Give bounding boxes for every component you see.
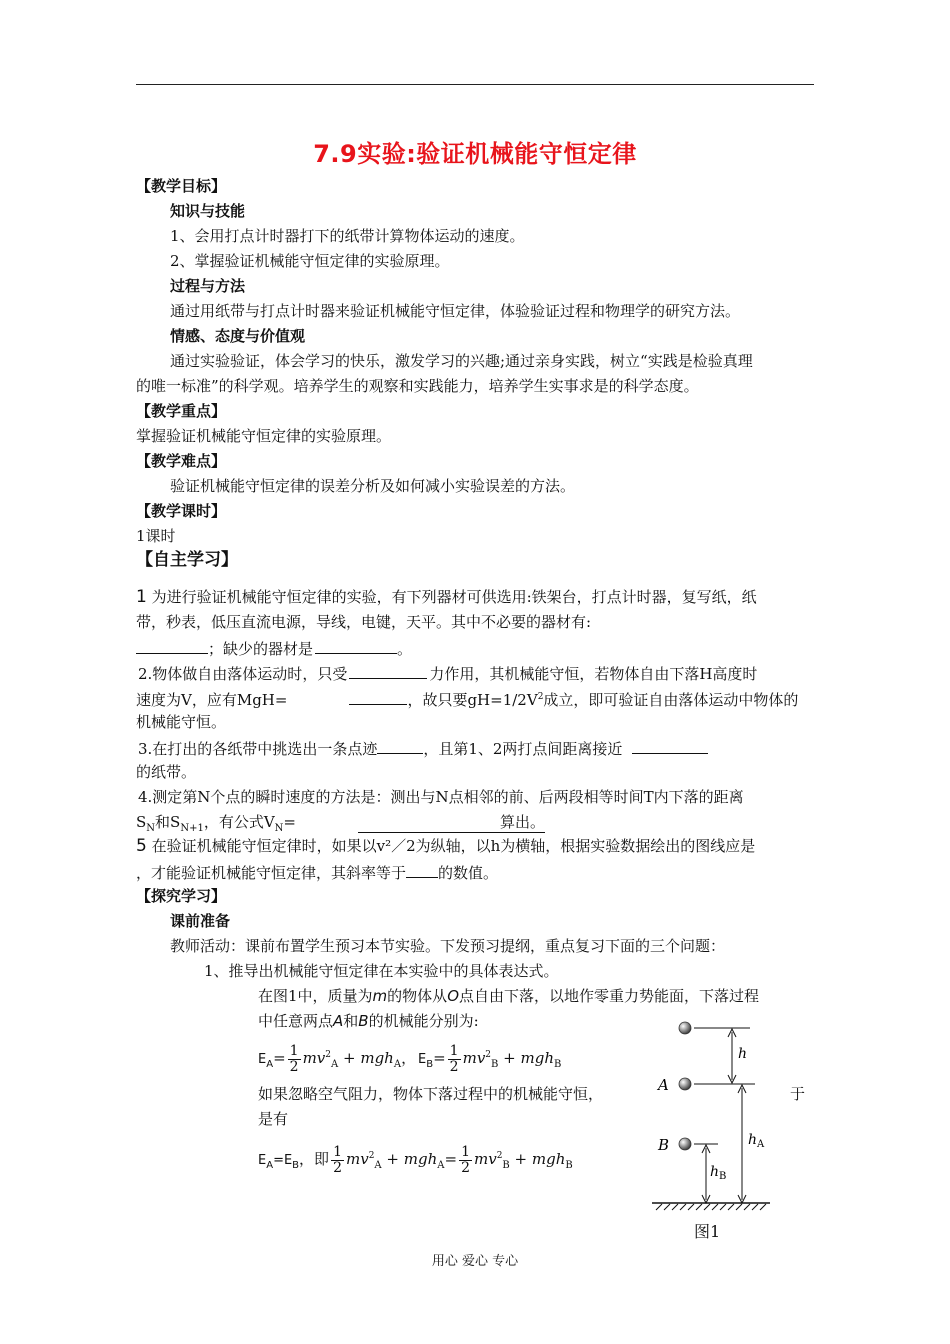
prep-heading: 课前准备 bbox=[170, 912, 231, 930]
emotion-text-1: 通过实验验证，体会学习的快乐，激发学习的兴趣;通过亲身实践，树立“实践是检验真理 bbox=[170, 352, 753, 370]
ea-mv: mv bbox=[302, 1049, 326, 1067]
eab-sq-b: 2 bbox=[496, 1151, 503, 1161]
ground-hatching bbox=[656, 1204, 766, 1210]
process-heading: 过程与方法 bbox=[170, 277, 246, 295]
eab-sq-a: 2 bbox=[368, 1151, 375, 1161]
hours-text: 1课时 bbox=[136, 527, 176, 545]
eab-mv-b: mv bbox=[473, 1150, 497, 1168]
eab-eq: =E bbox=[273, 1153, 293, 1168]
question-2-line-2 bbox=[136, 687, 798, 710]
difficulty-text: 验证机械能守恒定律的误差分析及如何减小实验误差的方法。 bbox=[170, 477, 576, 495]
figure-1-diagram bbox=[640, 1010, 780, 1250]
teacher-activity: 教师活动：课前布置学生预习本节实验。下发预习提纲，重点复习下面的三个问题： bbox=[170, 937, 726, 955]
eb-label: E bbox=[418, 1052, 427, 1067]
q2-text-b1: 速度为V，应有MgH= bbox=[136, 691, 288, 709]
question-4-line-1: 4.测定第N个点的瞬时速度的方法是：测出与N点相邻的前、后两段相等时间T内下落的距离 bbox=[138, 788, 744, 806]
q3-blank-2[interactable] bbox=[632, 737, 708, 754]
label-ha-h: h bbox=[748, 1132, 758, 1148]
ea-half-den: 2 bbox=[289, 1058, 299, 1075]
ea-h-sub: A bbox=[393, 1059, 402, 1070]
q5-blank[interactable] bbox=[406, 861, 438, 878]
ball-b bbox=[679, 1138, 691, 1150]
emotion-heading: 情感、态度与价值观 bbox=[170, 327, 306, 345]
eab-e: E bbox=[258, 1153, 267, 1168]
eb-h-sub: B bbox=[553, 1059, 562, 1070]
question-1-line-2: 带，秒表，低压直流电源，导线，电键，天平。其中不必要的器材有: bbox=[136, 613, 592, 631]
process-text: 通过用纸带与打点计时器来验证机械能守恒定律，体验验证过程和物理学的研究方法。 bbox=[170, 302, 741, 320]
explain-line-2 bbox=[258, 1011, 479, 1031]
hours-heading: 【教学课时】 bbox=[136, 502, 227, 520]
question-2-line-1 bbox=[138, 662, 757, 684]
eab-v-sub-b: B bbox=[502, 1160, 510, 1171]
q5-number: 5 bbox=[136, 836, 147, 856]
eb-eq: = bbox=[433, 1049, 446, 1067]
q1-blank-1[interactable] bbox=[136, 637, 208, 654]
ea-label: E bbox=[258, 1052, 267, 1067]
point-a-symbol: A bbox=[333, 1012, 344, 1030]
eab-half-1-den: 2 bbox=[333, 1159, 342, 1176]
eab-ji: ，即 bbox=[299, 1150, 330, 1168]
mass-symbol: m bbox=[372, 987, 388, 1005]
question-3-line-1 bbox=[138, 737, 708, 759]
eb-half-den: 2 bbox=[449, 1058, 459, 1075]
knowledge-item-1: 1、会用打点计时器打下的纸带计算物体运动的速度。 bbox=[170, 227, 525, 245]
question-3-line-2: 的纸带。 bbox=[136, 763, 197, 781]
q1-text-mid: ；缺少的器材是 bbox=[208, 640, 314, 658]
eab-h-sub-a: A bbox=[437, 1160, 445, 1171]
origin-symbol: O bbox=[447, 987, 459, 1005]
eab-half-2-den: 2 bbox=[461, 1159, 470, 1176]
ea-comma: ， bbox=[401, 1049, 417, 1067]
q4-and: 和S bbox=[155, 813, 181, 831]
energy-conservation-formula bbox=[258, 1141, 573, 1181]
label-hb-h: h bbox=[710, 1164, 720, 1180]
q4-end: 算出。 bbox=[499, 813, 545, 831]
q2-text-b3: 成立，即可验证自由落体运动中物体的 bbox=[543, 691, 799, 709]
label-b: B bbox=[658, 1136, 670, 1154]
label-h: h bbox=[738, 1046, 748, 1062]
goals-heading: 【教学目标】 bbox=[136, 177, 227, 195]
explain-line-3-tail: 于 bbox=[790, 1085, 806, 1103]
eab-mgh-b: + mgh bbox=[509, 1150, 566, 1168]
question-2-line-3: 机械能守恒。 bbox=[136, 713, 227, 731]
q2-blank-2[interactable] bbox=[349, 688, 407, 705]
q1-blank-2[interactable] bbox=[315, 637, 397, 654]
label-hb-sub: B bbox=[719, 1171, 727, 1182]
explore-item-1: 1、推导出机械能守恒定律在本实验中的具体表达式。 bbox=[204, 962, 559, 980]
eab-mgh-a: + mgh bbox=[381, 1150, 438, 1168]
eab-v-sub-a: A bbox=[374, 1160, 382, 1171]
eab-h-sub-b: B bbox=[565, 1160, 573, 1171]
q3-text-a1: 3.在打出的各纸带中挑选出一条点迹 bbox=[138, 740, 378, 758]
key-point-text: 掌握验证机械能守恒定律的实验原理。 bbox=[136, 427, 392, 445]
eab-equals: = bbox=[444, 1150, 458, 1168]
point-b-symbol: B bbox=[358, 1012, 369, 1030]
q4-mid: ，有公式V bbox=[203, 813, 275, 831]
label-a: A bbox=[658, 1076, 669, 1094]
ball-o bbox=[679, 1022, 691, 1034]
q1-text-end: 。 bbox=[397, 640, 413, 658]
knowledge-item-2: 2、掌握验证机械能守恒定律的实验原理。 bbox=[170, 252, 450, 270]
ea-half-num: 1 bbox=[289, 1042, 299, 1059]
explain-text-1c: 点自由下落，以地作零重力势能面，下落过程 bbox=[459, 987, 760, 1005]
explore-heading: 【探究学习】 bbox=[136, 887, 227, 905]
q4-blank[interactable] bbox=[358, 812, 545, 833]
explain-text-1a: 在图1中，质量为 bbox=[258, 987, 373, 1005]
q4-sub-n1: N+1 bbox=[180, 823, 204, 834]
ball-a bbox=[679, 1078, 691, 1090]
explain-text-2b: 和 bbox=[343, 1012, 359, 1030]
explain-line-1 bbox=[258, 986, 759, 1006]
q2-blank-1[interactable] bbox=[349, 662, 427, 679]
eab-sub-b: B bbox=[292, 1160, 300, 1171]
label-hb bbox=[710, 1164, 726, 1182]
q2-text-a2: 力作用，其机械能守恒，若物体自由下落H高度时 bbox=[429, 665, 758, 683]
ea-half bbox=[288, 1044, 301, 1075]
q4-eq: = bbox=[283, 813, 296, 831]
eab-sub-a: A bbox=[266, 1160, 274, 1171]
eb-half-num: 1 bbox=[449, 1042, 459, 1059]
question-5-line-1 bbox=[136, 836, 755, 856]
eab-half-2-num: 1 bbox=[461, 1143, 470, 1160]
eb-half bbox=[448, 1044, 461, 1075]
ea-sq: 2 bbox=[325, 1050, 331, 1060]
label-ha-sub: A bbox=[757, 1139, 765, 1150]
difficulty-heading: 【教学难点】 bbox=[136, 452, 227, 470]
explain-text-2a: 中任意两点 bbox=[258, 1012, 334, 1030]
explain-text-2c: 的机械能分别为: bbox=[368, 1012, 479, 1030]
figure-caption: 图1 bbox=[694, 1222, 721, 1241]
q1-number: 1 bbox=[136, 587, 147, 607]
ea-eq: = bbox=[273, 1049, 286, 1067]
header-rule bbox=[136, 84, 814, 85]
page-title: 7.9实验:验证机械能守恒定律 bbox=[313, 140, 637, 168]
key-point-heading: 【教学重点】 bbox=[136, 402, 227, 420]
knowledge-heading: 知识与技能 bbox=[170, 202, 246, 220]
eb-sq: 2 bbox=[485, 1050, 492, 1060]
question-1-line-1 bbox=[136, 587, 757, 607]
energy-formula-a bbox=[258, 1040, 416, 1080]
q2-text-a1: 2.物体做自由落体运动时，只受 bbox=[138, 665, 348, 683]
label-ha bbox=[748, 1132, 765, 1150]
q3-blank-1[interactable] bbox=[377, 737, 423, 754]
eab-mv-a: mv bbox=[345, 1150, 369, 1168]
eb-sub: B bbox=[426, 1059, 434, 1070]
q1-text-a: 为进行验证机械能守恒定律的实验，有下列器材可供选用:铁架台，打点计时器，复写纸，纸 bbox=[146, 588, 757, 606]
eb-v-sub: B bbox=[491, 1059, 499, 1070]
explain-text-1b: 的物体从 bbox=[387, 987, 448, 1005]
q5-text-b2: 的数值。 bbox=[438, 864, 499, 882]
q2-superscript: 2 bbox=[537, 692, 544, 702]
eb-mgh: + mgh bbox=[498, 1049, 554, 1067]
explain-line-3: 如果忽略空气阻力，物体下落过程中的机械能守恒， bbox=[258, 1085, 604, 1103]
energy-formula-b bbox=[418, 1040, 561, 1080]
q5-text-a: 在验证机械能守恒定律时，如果以v²／2为纵轴，以h为横轴，根据实验数据绘出的图线应是 bbox=[146, 837, 756, 855]
self-study-heading: 【自主学习】 bbox=[136, 550, 238, 570]
eab-half-1 bbox=[331, 1145, 344, 1176]
q4-s: S bbox=[136, 813, 147, 831]
explain-line-4: 是有 bbox=[258, 1110, 289, 1128]
page-footer: 用心 爱心 专心 bbox=[431, 1254, 519, 1269]
q3-text-a2: ，且第1、2两打点间距离接近 bbox=[423, 740, 623, 758]
q4-sub-vn: N bbox=[274, 823, 284, 834]
ea-sub: A bbox=[266, 1059, 274, 1070]
eb-mv: mv bbox=[462, 1049, 486, 1067]
emotion-text-2: 的唯一标准”的科学观。培养学生的观察和实践能力，培养学生实事求是的科学态度。 bbox=[136, 377, 699, 395]
question-5-line-2 bbox=[136, 861, 498, 883]
q5-text-b1: ，才能验证机械能守恒定律，其斜率等于 bbox=[136, 864, 407, 882]
eab-half-2 bbox=[459, 1145, 472, 1176]
q4-sub-n: N bbox=[146, 823, 156, 834]
question-4-line-2 bbox=[136, 812, 545, 839]
question-1-line-3 bbox=[136, 637, 412, 659]
eab-half-1-num: 1 bbox=[333, 1143, 342, 1160]
ea-mgh: + mgh bbox=[338, 1049, 394, 1067]
q2-text-b2: ，故只要gH=1/2V bbox=[407, 691, 538, 709]
ea-v-sub: A bbox=[331, 1059, 339, 1070]
